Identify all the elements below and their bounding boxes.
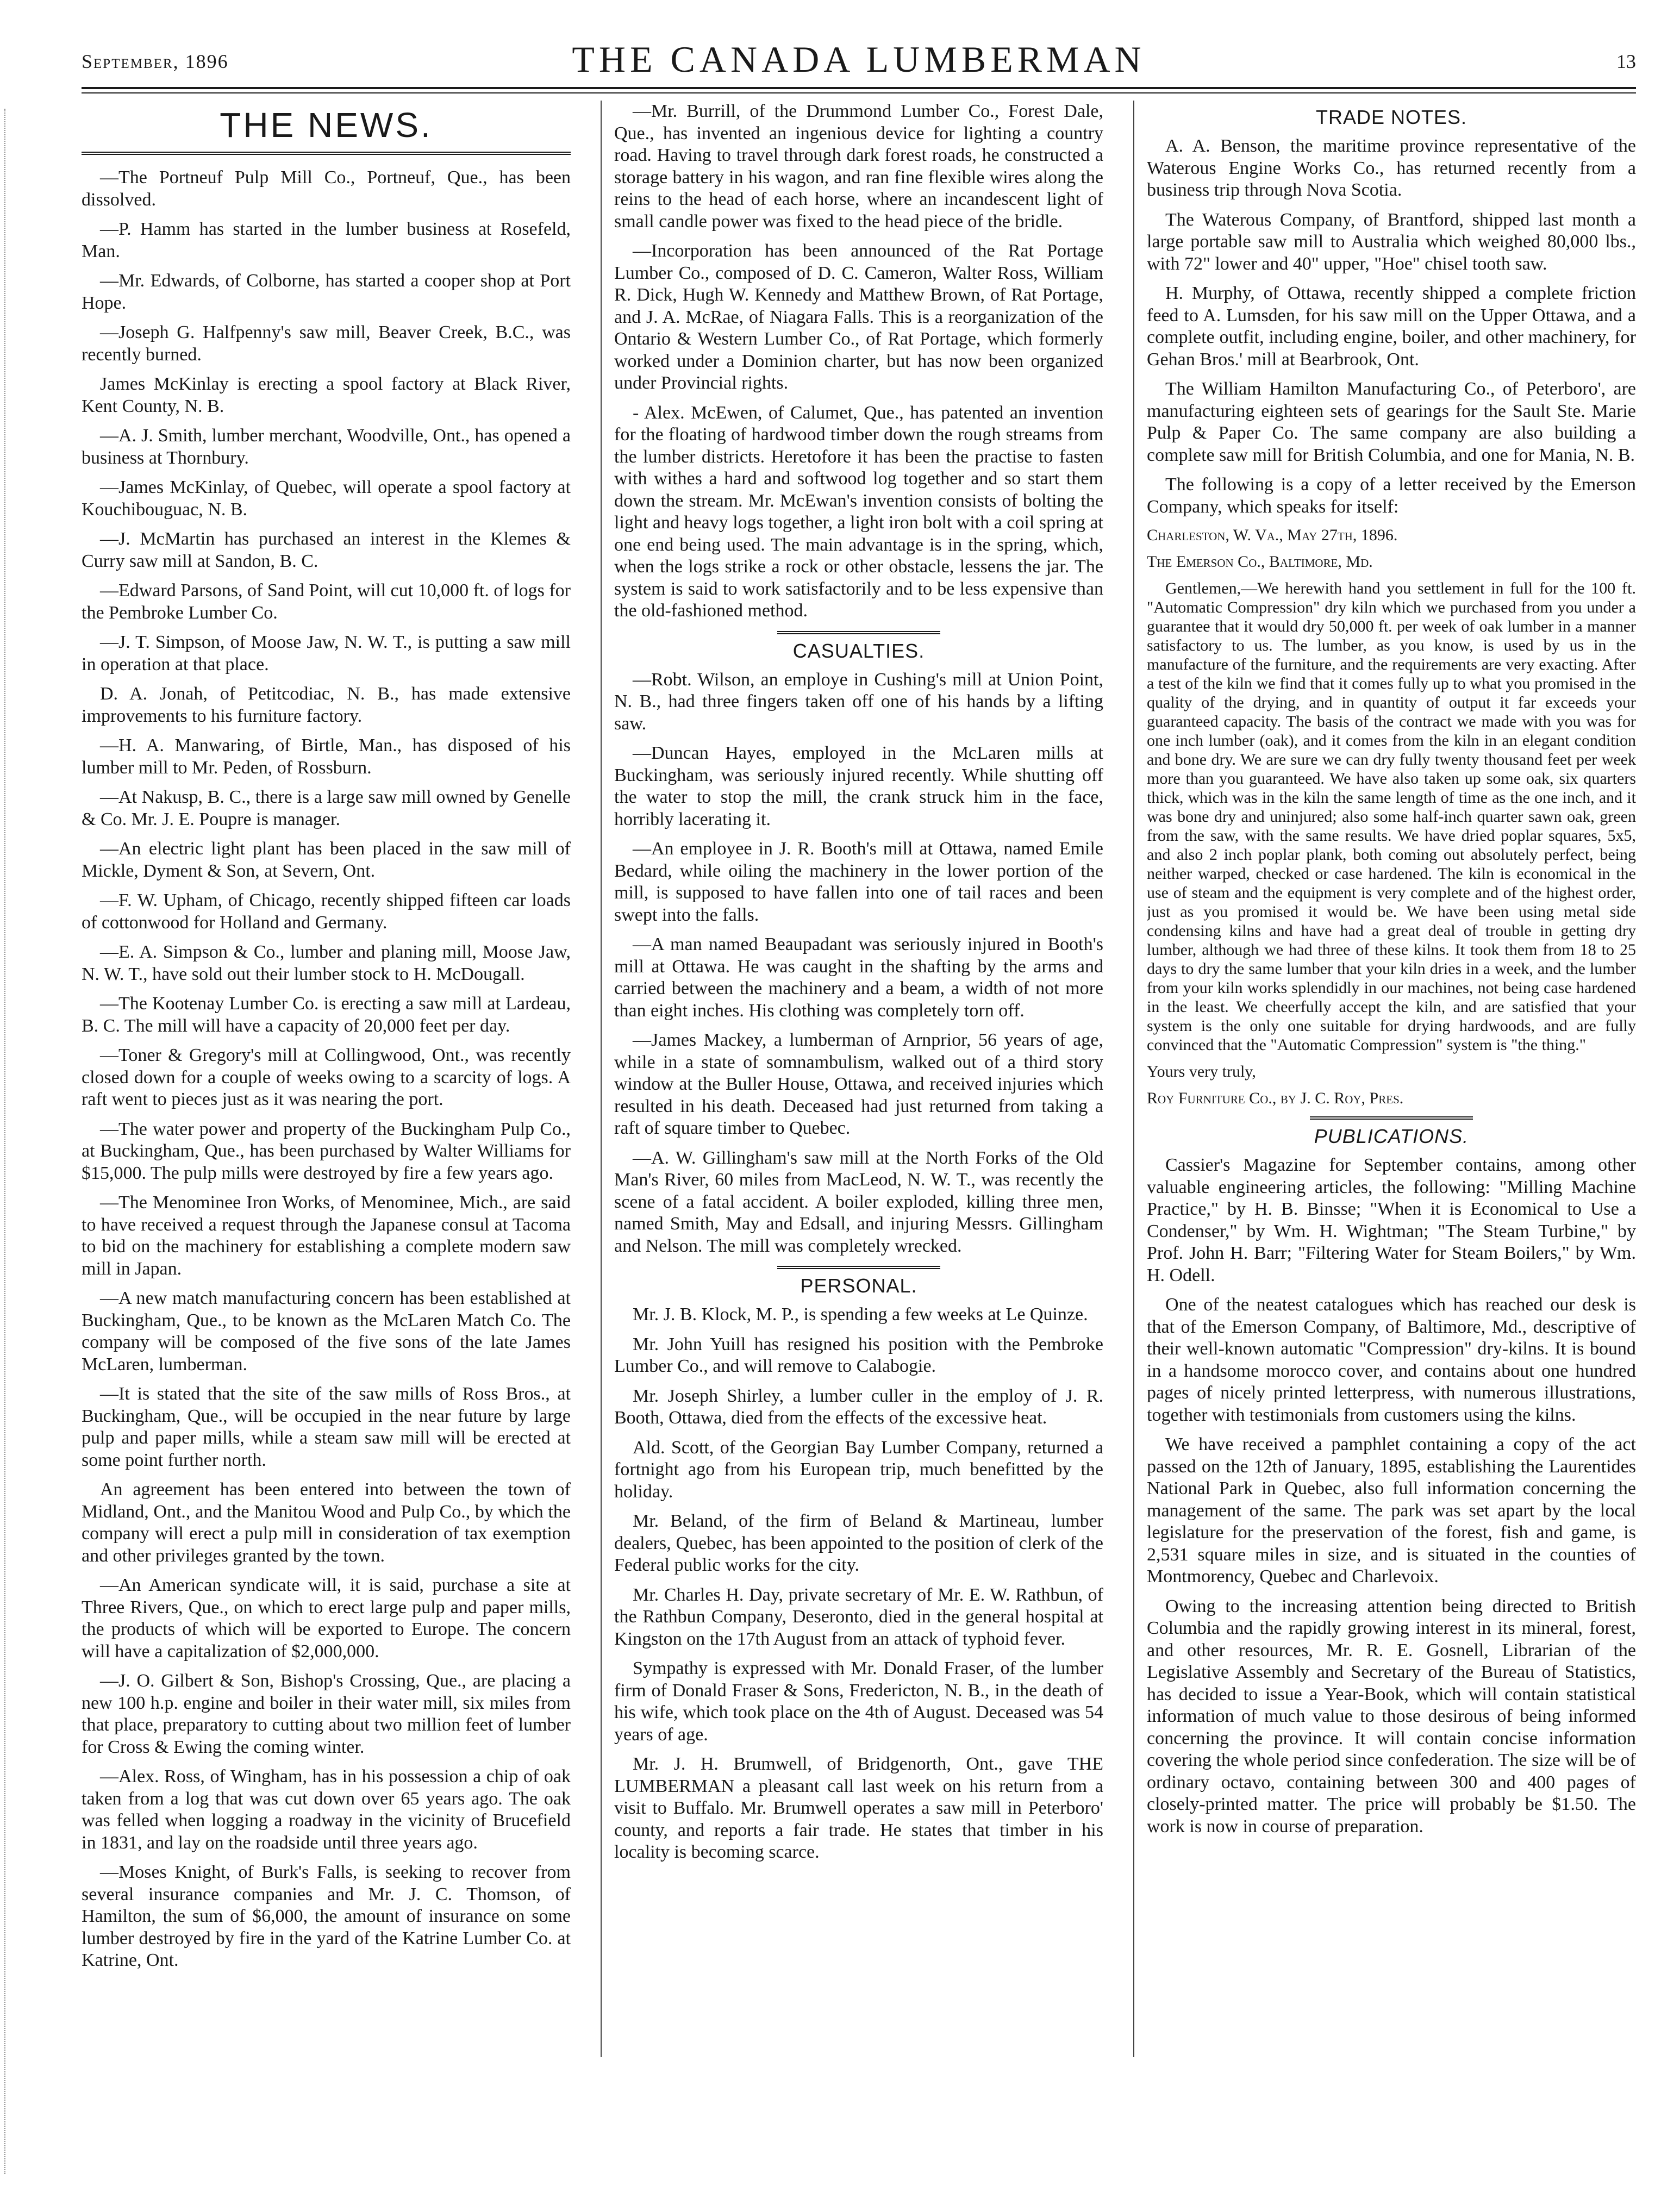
- news-item: —Incorporation has been announced of the Rat Portage Lumber Co., composed of D. C. Cameron, Walter Ross, William R. Dick, Hugh W. Kennedy and Matthew Brown, of Rat Portage, and J. A. McRae, of Niagara Falls. This is a reorganization of the Ontario & Western Lumber Co., of Rat Portage, which formerly worked under a Dominion charter, but has now been organized under Provincial rights.: [614, 241, 1103, 393]
- personal-item: Mr. J. B. Klock, M. P., is spending a few weeks at Le Quinze.: [633, 1304, 1088, 1325]
- news-list: [82, 167, 571, 1972]
- trade-note-item: The William Hamilton Manufacturing Co., of Peterboro', are manufacturing eighteen sets of gearings for the Sault Ste. Marie Pulp & Paper Co. The same company are also building a complete saw mill for British Columbia, and one for Mania, N. B.: [1147, 379, 1636, 465]
- news-item: —E. A. Simpson & Co., lumber and planing mill, Moose Jaw, N. W. T., have sold out their lumber stock to H. McDougall.: [82, 942, 571, 984]
- personal-item: Ald. Scott, of the Georgian Bay Lumber Company, returned a fortnight ago from his European trip, much benefitted by the holiday.: [614, 1437, 1103, 1502]
- personal-item: Sympathy is expressed with Mr. Donald Fraser, of the lumber firm of Donald Fraser & Sons, Fredericton, N. B., in the death of his wife, which took place on the 4th of August. Deceased was 54 years of age.: [614, 1658, 1103, 1745]
- trade-notes-heading: TRADE NOTES.: [1315, 106, 1467, 128]
- news-item: —A new match manufacturing concern has been established at Buckingham, Que., to be known as the McLaren Match Co. The company will be composed of the five sons of the late James McLaren, lumberman.: [82, 1288, 571, 1375]
- column-divider: [601, 101, 602, 2057]
- section-separator: [777, 631, 940, 634]
- news-item: - Alex. McEwen, of Calumet, Que., has patented an invention for the floating of hardwood timber down the rough streams from the lumber districts. Heretofore it has been the practise to fasten with withes a hard and softwood log together and so start them down the stream. Mr. McEwan's invention consists of bolting the light and heavy logs together, a light iron bolt with a coil spring at one end being used. The main advantage is in the spring, which, when the logs strike a rock or other obstacle, lessens the jar. The system is said to work satisfactorily and to be less expensive than the old-fashioned method.: [614, 402, 1103, 621]
- news-item: —Joseph G. Halfpenny's saw mill, Beaver Creek, B.C., was recently burned.: [82, 322, 571, 365]
- publication-item: One of the neatest catalogues which has reached our desk is that of the Emerson Company, of Baltimore, Md., descriptive of their well-known automatic "Compression" dry-kilns. It is bound in a handsome morocco cover, and contains about one hundred pages of nicely printed letterpress, with numerous illustrations, together with testimonials from customers using the kilns.: [1147, 1295, 1636, 1425]
- margin-binding: [4, 109, 9, 2174]
- personal-item: Mr. Joseph Shirley, a lumber culler in the employ of J. R. Booth, Ottawa, died from the effects of the excessive heat.: [614, 1385, 1103, 1428]
- casualty-item: —Duncan Hayes, employed in the McLaren mills at Buckingham, was seriously injured recently. While shutting off the water to stop the mill, the crank struck him in the face, horribly lacerating it.: [614, 743, 1103, 829]
- news-item: —James McKinlay, of Quebec, will operate a spool factory at Kouchibouguac, N. B.: [82, 477, 571, 520]
- news-item: —The Portneuf Pulp Mill Co., Portneuf, Que., has been dissolved.: [82, 167, 571, 210]
- publication-item: Owing to the increasing attention being directed to British Columbia and the rapidly growing interest in its mineral, forest, and other resources, Mr. R. E. Gosnell, Librarian of the Legislative Assembly and Secretary of the Bureau of Statistics, has decided to issue a Year-Book, which will contain statistical information of much value to those desirous of being informed concerning the province. It will contain concise information covering the whole period since confederation. The size will be of ordinary octavo, containing between 300 and 400 pages of closely-printed matter. The price will probably be $1.50. The work is now in course of preparation.: [1147, 1596, 1636, 1837]
- news-item: James McKinlay is erecting a spool factory at Black River, Kent County, N. B.: [82, 374, 571, 416]
- news-item: —Toner & Gregory's mill at Collingwood, Ont., was recently closed down for a couple of weeks owing to a scarcity of logs. A raft went to pieces just as it was nearing the port.: [82, 1045, 571, 1109]
- news-item: —A. J. Smith, lumber merchant, Woodville, Ont., has opened a business at Thornbury.: [82, 426, 571, 468]
- news-item: An agreement has been entered into between the town of Midland, Ont., and the Manitou Wood and Pulp Co., by which the company will erect a pulp mill in consideration of tax exemption and other privileges granted by the town.: [82, 1479, 571, 1566]
- publication-item: We have received a pamphlet containing a copy of the act passed on the 12th of January, 1895, establishing the Laurentides National Park in Quebec, also full information concerning the management of the same. The park was set apart by the local legislature for the preservation of the forest, fish and game, is 2,531 square miles in size, and is situated in the counties of Montmorency, Quebec and Charlevoix.: [1147, 1434, 1636, 1587]
- news-item: D. A. Jonah, of Petitcodiac, N. B., has made extensive improvements to his furniture factory.: [82, 684, 571, 726]
- news-item: —An American syndicate will, it is said, purchase a site at Three Rivers, Que., on which to erect large pulp and paper mills, the products of which will be exported to Europe. The concern will have a capitalization of $2,000,000.: [82, 1575, 571, 1662]
- column-divider: [1133, 101, 1134, 2057]
- news-item: —J. T. Simpson, of Moose Jaw, N. W. T., is putting a saw mill in operation at that place.: [82, 632, 571, 674]
- section-separator: [777, 1266, 940, 1269]
- casualty-item: —James Mackey, a lumberman of Arnprior, 56 years of age, while in a state of somnambulism, walked out of a third story window at the Buller House, Ottawa, and received injuries which resulted in his death. Deceased had just returned from taking a raft of square timber to Quebec.: [614, 1030, 1103, 1138]
- news-list-continued: [614, 101, 1103, 622]
- heading-rule: [82, 152, 571, 157]
- personal-item: Mr. John Yuill has resigned his position with the Pembroke Lumber Co., and will remove to Calabogie.: [614, 1334, 1103, 1376]
- news-item: —F. W. Upham, of Chicago, recently shipped fifteen car loads of cottonwood for Holland and Germany.: [82, 890, 571, 933]
- news-item: —The Menominee Iron Works, of Menominee, Mich., are said to have received a request through the Japanese consul at Tacoma to bid on the machinery for establishing a complete modern saw mill in Japan.: [82, 1192, 571, 1279]
- trade-note-item: H. Murphy, of Ottawa, recently shipped a complete friction feed to A. Lumsden, for his saw mill on the Upper Ottawa, and a complete outfit, including engine, boiler, and other machinery, for Gehan Bros.' mill at Bearbrook, Ont.: [1147, 283, 1636, 370]
- news-item: —P. Hamm has started in the lumber business at Rosefeld, Man.: [82, 219, 571, 261]
- personal-heading: PERSONAL.: [800, 1275, 917, 1297]
- news-item: —Moses Knight, of Burk's Falls, is seeking to recover from several insurance companies and Mr. J. C. Thomson, of Hamilton, the sum of $6,000, the amount of insurance on some lumber destroyed by fire in the yard of the Katrine Lumber Co. at Katrine, Ont.: [82, 1862, 571, 1970]
- publication-title: THE CANADA LUMBERMAN: [572, 39, 1146, 80]
- column-2: [614, 101, 1103, 2188]
- personal-item: Mr. Charles H. Day, private secretary of Mr. E. W. Rathbun, of the Rathbun Company, Deseronto, died in the general hospital at Kingston on the 17th August from an attack of typhoid fever.: [614, 1584, 1103, 1649]
- casualty-item: —An employee in J. R. Booth's mill at Ottawa, named Emile Bedard, while oiling the machinery in the lower portion of the mill, is supposed to have fallen into one of tail races and been swept into the falls.: [614, 839, 1103, 925]
- casualties-heading: CASUALTIES.: [792, 639, 925, 662]
- section-separator: [1310, 1116, 1473, 1120]
- casualty-item: —A. W. Gillingham's saw mill at the North Forks of the Old Man's River, 60 miles from MacLeod, N. W. T., was recently the scene of a fatal accident. A boiler exploded, killing three men, named Smith, May and Edsall, and injuring Messrs. Gillingham and Nelson. The mill was completely wrecked.: [614, 1147, 1103, 1256]
- publications-list: [1147, 1154, 1636, 1838]
- emerson-letter: [1147, 526, 1636, 1108]
- news-item: —At Nakusp, B. C., there is a large saw mill owned by Genelle & Co. Mr. J. E. Poupre is manager.: [82, 787, 571, 829]
- letter-body: Gentlemen,—We herewith hand you settlement in full for the 100 ft. "Automatic Compression" dry kiln which we purchased from you under a guarantee that it would dry 50,000 ft. per week of oak lumber in a manner satisfactory to us. The lumber, as you know, is used by us in the manufacture of the furniture, and the requirements are very exacting. After a test of the kiln we find that it comes fully up to what you promised in the quality of the drying, and in quantity of output it far exceeds your guaranteed capacity. The basis of the contract we made with you was for one inch lumber (oak), and it comes from the kiln in an elegant condition and bone dry. We are sure we can dry fully twenty thousand feet per week more than you guaranteed. We have also taken up some oak, six quarters thick, which was in the kiln the same length of time as the one inch, and it was bone dry and uninjured; also some half-inch quarter sawn oak, green from the saw, with the same results. We have dried poplar squares, 5x5, and also 2 inch poplar plank, both coming out absolutely perfect, being neither warped, checked or case hardened. The kiln is economical in the use of steam and the equipment is very complete and of the highest order, just as you promised it would be. We have been using metal side condensing kilns and have had a great deal of trouble in getting dry lumber, although we had three of these kilns. It took them from 18 to 25 days to dry the same lumber that your kiln dries in a week, and the lumber from your kiln works splendidly in our machines, not being case hardened in the least. We cheerfully accept the kiln, and are satisfied that your system is the only one suitable for drying hardwoods, and are fully convinced that the "Automatic Compression" system is "the thing.": [1147, 579, 1636, 1054]
- news-item: —Mr. Edwards, of Colborne, has started a cooper shop at Port Hope.: [82, 271, 571, 313]
- personal-item: Mr. Beland, of the firm of Beland & Martineau, lumber dealers, Quebec, has been appointed to the position of clerk of the Federal public works for the city.: [614, 1511, 1103, 1575]
- personal-item: Mr. J. H. Brumwell, of Bridgenorth, Ont., gave THE LUMBERMAN a pleasant call last week on his return from a visit to Buffalo. Mr. Brumwell operates a saw mill in Peterboro' county, and reports a fair trade. He states that timber in his locality is becoming scarce.: [614, 1754, 1103, 1862]
- trade-note-item: The Waterous Company, of Brantford, shipped last month a large portable saw mill to Australia which weighed 80,000 lbs., with 72" lower and 40" upper, "Hoe" chisel tooth saw.: [1147, 209, 1636, 274]
- column-3: [1147, 101, 1636, 2188]
- letter-closing: Yours very truly,: [1147, 1063, 1256, 1080]
- news-heading: THE NEWS.: [220, 105, 433, 145]
- publications-heading: PUBLICATIONS.: [1314, 1125, 1469, 1147]
- casualties-list: [614, 669, 1103, 1258]
- news-item: —An electric light plant has been placed in the saw mill of Mickle, Dyment & Son, at Severn, Ont.: [82, 839, 571, 881]
- personal-list: [614, 1304, 1103, 1864]
- trade-note-item: A. A. Benson, the maritime province representative of the Waterous Engine Works Co., has returned recently from a business trip through Nova Scotia.: [1147, 136, 1636, 200]
- letter-addressee: The Emerson Co., Baltimore, Md.: [1147, 553, 1373, 571]
- letter-signature: Roy Furniture Co., by J. C. Roy, Pres.: [1147, 1089, 1404, 1107]
- masthead: [82, 38, 1636, 92]
- news-item: —Alex. Ross, of Wingham, has in his possession a chip of oak taken from a log that was cut down over 65 years ago. The oak was felled when logging a roadway in the vicinity of Brucefield in 1831, and lay on the roadside until three years ago.: [82, 1766, 571, 1853]
- news-item: —Edward Parsons, of Sand Point, will cut 10,000 ft. of logs for the Pembroke Lumber Co.: [82, 580, 571, 623]
- trade-notes-list: [1147, 135, 1636, 518]
- issue-date: September, 1896: [82, 51, 229, 72]
- masthead-rule: [82, 87, 1636, 89]
- letter-dateline: Charleston, W. Va., May 27th, 1896.: [1147, 526, 1398, 544]
- publication-item: Cassier's Magazine for September contains, among other valuable engineering articles, the following: "Milling Machine Practice," by H. B. Binsse; "When it is Economical to Use a Condenser," by Wm. H. Wightman; "The Steam Turbine," by Prof. John H. Barr; "Filtering Water for Steam Boilers," by Wm. H. Odell.: [1147, 1155, 1636, 1285]
- news-item: —It is stated that the site of the saw mills of Ross Bros., at Buckingham, Que., will be occupied in the near future by large pulp and paper mills, while a steam saw mill will be erected at some point further north.: [82, 1384, 571, 1470]
- news-item: —The water power and property of the Buckingham Pulp Co., at Buckingham, Que., has been purchased by Walter Williams for $15,000. The pulp mills were destroyed by fire a few years ago.: [82, 1119, 571, 1183]
- news-item: —J. O. Gilbert & Son, Bishop's Crossing, Que., are placing a new 100 h.p. engine and boiler in their water mill, six miles from that place, preparatory to cutting about two million feet of lumber for Cross & Ewing the coming winter.: [82, 1671, 571, 1757]
- page-number: 13: [1616, 51, 1636, 72]
- casualty-item: —Robt. Wilson, an employe in Cushing's mill at Union Point, N. B., had three fingers taken off one of his hands by a lifting saw.: [614, 669, 1103, 734]
- casualty-item: —A man named Beaupadant was seriously injured in Booth's mill at Ottawa. He was caught in the shafting by the arms and carried between the machinery and a beam, a width of not more than eight inches. His clothing was completely torn off.: [614, 934, 1103, 1021]
- news-item: —J. McMartin has purchased an interest in the Klemes & Curry saw mill at Sandon, B. C.: [82, 529, 571, 571]
- trade-note-item: The following is a copy of a letter received by the Emerson Company, which speaks for itself:: [1147, 474, 1636, 517]
- column-1: [82, 101, 571, 2188]
- masthead-rule-thin: [82, 92, 1636, 93]
- news-item: —The Kootenay Lumber Co. is erecting a saw mill at Lardeau, B. C. The mill will have a capacity of 20,000 feet per day.: [82, 994, 571, 1036]
- news-item: —Mr. Burrill, of the Drummond Lumber Co., Forest Dale, Que., has invented an ingenious device for lighting a country road. Having to travel through dark forest roads, he constructed a storage battery in his wagon, and ran fine flexible wires along the reins to the head of each horse, where an incandescent light of small candle power was fixed to the head piece of the bridle.: [614, 101, 1103, 232]
- news-item: —H. A. Manwaring, of Birtle, Man., has disposed of his lumber mill to Mr. Peden, of Rossburn.: [82, 735, 571, 778]
